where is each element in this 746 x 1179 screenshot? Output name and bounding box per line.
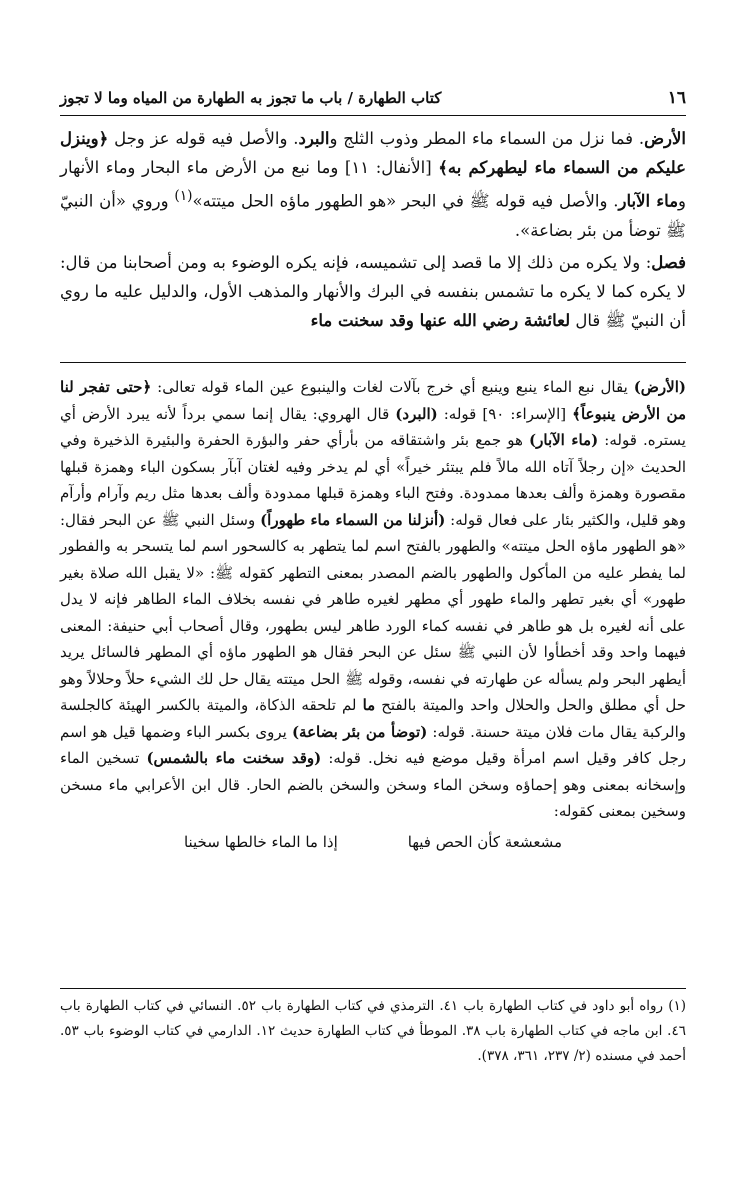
commentary-divider — [60, 362, 686, 363]
text-segment: يقال نبع الماء ينبع وينبع أي خرج بآلات لغات والينبوع عين الماء قوله تعالى: — [151, 378, 634, 396]
bold-text-segment: البرد — [298, 129, 330, 148]
bold-text-segment: (توضأ من بئر بضاعة) — [291, 722, 428, 741]
bold-text-segment: ماء الآبار — [618, 191, 679, 211]
page-number: ١٦ — [667, 87, 686, 108]
poetry-verse — [60, 829, 686, 856]
bold-text-segment: (ماء الآبار) — [529, 431, 599, 449]
commentary — [60, 374, 686, 855]
text-segment: : ولا يكره من ذلك إلا ما قصد إلى تشميسه، فإنه يكره الوضوء به ومن أصحابنا من قال: لا يكره كما لا يكره ما تشمس بنفسه في البرك والأنهار والمذهب الأول، والدليل عليه ما روي أن النبيّ ﷺ قال — [60, 252, 686, 330]
bold-text-segment: لعائشة رضي الله عنها وقد سخنت ماء — [310, 310, 571, 330]
bold-text-segment: ﴿حتى تفجر لنا من الأرض ينبوعاً﴾ — [60, 378, 686, 423]
main-text — [60, 124, 686, 335]
text-segment: [الأنفال: ١١] وما نبع من الأرض ماء البحار وماء الأنهار و — [60, 158, 686, 211]
text-segment: لم تلحقه الذكاة، والميتة بالكسر الهيئة كالجلسة والركبة يقال مات فلان ميتة حسنة. قوله: — [60, 696, 686, 741]
commentary-paragraph — [60, 374, 686, 825]
text-segment: يروى بكسر الباء وضمها قيل هو اسم رجل كافر وقيل اسم امرأة وقيل موضع فيه نخل. قوله: — [60, 722, 686, 767]
footnote-divider — [60, 988, 686, 989]
bold-text-segment: (وقد سخنت ماء بالشمس) — [146, 749, 322, 767]
text-segment: . والأصل فيه قوله ﷺ في البحر «هو الطهور ماؤه الحل ميتته» — [192, 191, 619, 211]
bold-text-segment: فصل — [651, 252, 686, 272]
bold-text-segment: ﴿وينزل عليكم من السماء ماء ليطهركم به﴾ — [60, 129, 686, 177]
bold-text-segment: ما — [362, 696, 376, 714]
bold-text-segment: الأرض — [644, 129, 687, 148]
bold-text-segment: (أنزلنا من السماء ماء طهوراً) — [260, 510, 446, 529]
text-segment: . والأصل فيه قوله عز وجل — [108, 129, 299, 148]
page-header — [60, 80, 686, 116]
text-segment: هو جمع بئر واشتقاقه من بأرأي حفر والبؤرة الحفرة والبئيرة الذخيرة وفي الحديث «إن رجلاً آتاه الله مالاً فلم يبتئر خيراً» أي لم يدخر وفيه لغتان آبآر بسكون الباء وهمزة قبلها مقصورة وهمزة وألف بعدها ممدودة. وفتح الباء وهمزة قبلها ممدودة وألف بعدها مثل ريم وآرام وأرآم وهو قليل، والكثير بئار على فعال قوله: — [60, 431, 686, 529]
text-segment: وروي «أن النبيّ ﷺ توضأ من بئر بضاعة». — [60, 191, 686, 240]
text-segment: قال الهروي: يقال إنما سمي برداً لأنه يبرد الأرض أي يستره. قوله: — [60, 404, 686, 449]
running-title: كتاب الطهارة / باب ما تجوز به الطهارة من المياه وما لا تجوز — [60, 88, 442, 107]
bold-text-segment: (البرد) — [395, 404, 438, 423]
verse-first-hemistich: مشعشعة كأن الحص فيها — [407, 832, 563, 851]
text-segment: وسئل النبي ﷺ عن البحر فقال: «هو الطهور ماؤه الحل ميتته» والطهور بالفتح اسم لما يتطهر به كالسحور اسم لما يتسحر به والفطور لما يفطر عليه من المأكول والطهور بالضم المصدر بمعنى التطهر كقوله ﷺ: «لا يقبل الله صلاة بغير طهور» أي بغير تطهر والماء طهور أي مطهر لغيره طاهر في نفسه بخلاف الماء الطاهر فإنه لا يدل على أنه لغيره بل هو طاهر في نفسه كماء الورد طاهر ليس بطهور، وقال أصحاب أبي حنيفة: المعنى فيهما واحد وقد أخطأوا لأن النبي ﷺ سئل عن البحر فقال هو الطهور ماؤه أي المطهر فالسائل يريد أيطهر البحر ولم يسأله عن طهارته في نفسه، وقوله ﷺ الحل ميتته يقال حل لك الشيء حلاً وحلالاً وهو حل أي مطلق والحل والحلال واحد والميتة بالفتح — [60, 510, 686, 714]
footnote: (١) رواه أبو داود في كتاب الطهارة باب ٤١. الترمذي في كتاب الطهارة باب ٥٢. النسائي في كتاب الطهارة باب ٤٦. ابن ماجه في كتاب الطهارة باب ٣٨. الموطأ في كتاب الطهارة حديث ١٢. الدارمي في كتاب الوضوء باب ٥٣. أحمد في مسنده (٢/ ٢٣٧، ٣٦١، ٣٧٨). — [60, 998, 687, 1064]
text-segment: تسخين الماء وإسخانه بمعنى وهو إحماؤه وسخن الماء وسخن والسخن بالضم الحار. قال ابن الأعرابي ماء مسخن وسخين بمعنى كقوله: — [60, 749, 686, 820]
text-segment: . فما نزل من السماء ماء المطر وذوب الثلج و — [329, 129, 645, 148]
footnote-marker: (١) — [174, 188, 193, 204]
footnotes — [60, 994, 686, 1069]
text-segment: [الإسراء: ٩٠] قوله: — [437, 404, 573, 423]
main-paragraph — [60, 124, 686, 245]
verse-second-hemistich: إذا ما الماء خالطها سخينا — [183, 832, 338, 851]
bold-text-segment: (الأرض) — [633, 378, 686, 396]
main-paragraph — [60, 248, 686, 335]
